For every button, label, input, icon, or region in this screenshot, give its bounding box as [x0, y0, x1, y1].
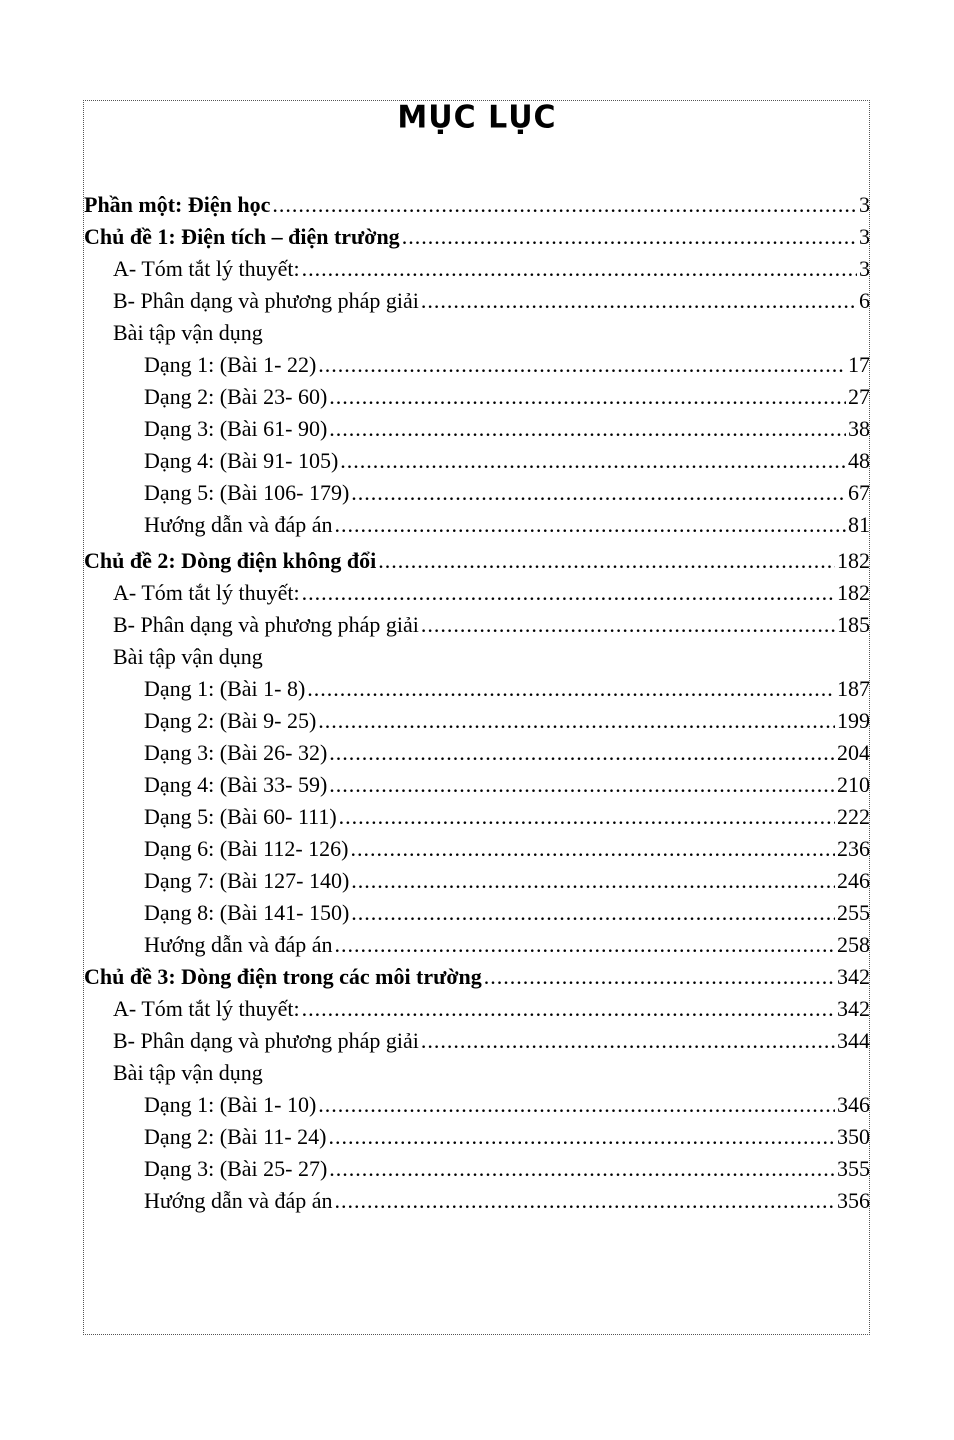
- toc-page-number: 182: [837, 548, 870, 573]
- toc-page-number: 355: [837, 1156, 870, 1181]
- toc-page-number: 204: [837, 740, 870, 765]
- dot-leader: [329, 381, 846, 413]
- toc-entry[interactable]: [84, 477, 870, 509]
- dot-leader: [318, 1089, 835, 1121]
- dot-leader: [318, 349, 846, 381]
- toc-page-number: 3: [859, 192, 870, 217]
- dot-leader: [421, 1025, 835, 1057]
- toc-entry[interactable]: [84, 413, 870, 445]
- dot-leader: [378, 545, 835, 577]
- toc-page-number: 81: [848, 512, 870, 537]
- dot-leader: [329, 1153, 835, 1185]
- toc-entry[interactable]: [84, 189, 870, 221]
- toc-entry[interactable]: [84, 737, 870, 769]
- toc-entry[interactable]: [84, 509, 870, 541]
- dot-leader: [335, 509, 846, 541]
- dot-leader: [329, 769, 835, 801]
- toc-page-number: 346: [837, 1092, 870, 1117]
- dot-leader: [318, 705, 835, 737]
- dot-leader: [329, 737, 835, 769]
- toc-page-number: 185: [837, 612, 870, 637]
- toc-entry-title: Hướng dẫn và đáp án: [144, 1188, 333, 1213]
- dot-leader: [421, 609, 835, 641]
- toc-entry-title: Dạng 3: (Bài 61- 90): [144, 416, 328, 441]
- toc-page-number: 3: [859, 256, 870, 281]
- toc-page-number: 222: [837, 804, 870, 829]
- dot-leader: [302, 253, 857, 285]
- toc-page-number: 344: [837, 1028, 870, 1053]
- toc-entry-title: A- Tóm tắt lý thuyết:: [113, 256, 300, 281]
- toc-page-number: 3: [859, 224, 870, 249]
- toc-entry[interactable]: [84, 317, 870, 349]
- dot-leader: [351, 897, 835, 929]
- dot-leader: [307, 673, 835, 705]
- toc-entry[interactable]: [84, 609, 870, 641]
- dot-leader: [335, 1185, 835, 1217]
- dot-leader: [402, 221, 857, 253]
- toc-page-number: 255: [837, 900, 870, 925]
- dot-leader: [484, 961, 835, 993]
- toc-page-number: 342: [837, 964, 870, 989]
- toc-entry-title: Dạng 4: (Bài 33- 59): [144, 772, 328, 797]
- toc-entry[interactable]: [84, 865, 870, 897]
- dot-leader: [340, 445, 846, 477]
- toc-entry[interactable]: [84, 897, 870, 929]
- toc-entry-title: Dạng 5: (Bài 60- 111): [144, 804, 337, 829]
- toc-entry-title: A- Tóm tắt lý thuyết:: [113, 996, 300, 1021]
- dot-leader: [302, 577, 835, 609]
- toc-entry[interactable]: [84, 545, 870, 577]
- toc-entry-title: Chủ đề 3: Dòng điện trong các môi trường: [84, 964, 482, 989]
- toc-page-number: 350: [837, 1124, 870, 1149]
- toc-entry[interactable]: [84, 673, 870, 705]
- toc-entry-title: B- Phân dạng và phương pháp giải: [113, 612, 419, 637]
- dot-leader: [328, 1121, 835, 1153]
- toc-entry[interactable]: [84, 221, 870, 253]
- toc-entry-title: Dạng 2: (Bài 23- 60): [144, 384, 328, 409]
- toc-entry[interactable]: [84, 801, 870, 833]
- toc-entry-title: B- Phân dạng và phương pháp giải: [113, 288, 419, 313]
- toc-page-number: 38: [848, 416, 870, 441]
- toc-entry[interactable]: [84, 285, 870, 317]
- toc-entry-title: A- Tóm tắt lý thuyết:: [113, 580, 300, 605]
- toc-entry-title: Dạng 5: (Bài 106- 179): [144, 480, 350, 505]
- toc-entry[interactable]: [84, 929, 870, 961]
- toc-entry[interactable]: [84, 445, 870, 477]
- toc-entry-title: Dạng 3: (Bài 25- 27): [144, 1156, 328, 1181]
- dot-leader: [351, 865, 835, 897]
- dot-leader: [272, 189, 857, 221]
- toc-entry[interactable]: [84, 705, 870, 737]
- toc-page-number: 182: [837, 580, 870, 605]
- toc-entry[interactable]: [84, 253, 870, 285]
- toc-entry-title: Chủ đề 2: Dòng điện không đổi: [84, 548, 377, 573]
- toc-page-number: 199: [837, 708, 870, 733]
- toc-entry[interactable]: [84, 1057, 870, 1089]
- dot-leader: [302, 993, 835, 1025]
- toc-entry-title: Bài tập vận dụng: [113, 644, 263, 669]
- toc-page-number: 210: [837, 772, 870, 797]
- dot-leader: [421, 285, 857, 317]
- toc-entry[interactable]: [84, 641, 870, 673]
- toc-entry-title: Hướng dẫn và đáp án: [144, 932, 333, 957]
- table-of-contents: [84, 189, 870, 1217]
- toc-entry[interactable]: [84, 381, 870, 413]
- dot-leader: [350, 833, 835, 865]
- toc-entry[interactable]: [84, 769, 870, 801]
- toc-entry-title: Dạng 1: (Bài 1- 10): [144, 1092, 317, 1117]
- toc-page-number: 246: [837, 868, 870, 893]
- toc-entry-title: Dạng 6: (Bài 112- 126): [144, 836, 349, 861]
- toc-entry-title: Dạng 1: (Bài 1- 22): [144, 352, 317, 377]
- toc-entry[interactable]: [84, 577, 870, 609]
- dot-leader: [339, 801, 835, 833]
- toc-entry-title: Dạng 4: (Bài 91- 105): [144, 448, 339, 473]
- toc-entry-title: Bài tập vận dụng: [113, 1060, 263, 1085]
- toc-entry-title: Dạng 1: (Bài 1- 8): [144, 676, 306, 701]
- toc-entry-title: B- Phân dạng và phương pháp giải: [113, 1028, 419, 1053]
- toc-entry[interactable]: [84, 1185, 870, 1217]
- dot-leader: [351, 477, 846, 509]
- toc-page-number: 27: [848, 384, 870, 409]
- toc-entry-title: Dạng 2: (Bài 11- 24): [144, 1124, 327, 1149]
- page-title: MỤC LỤC: [397, 99, 557, 136]
- dot-leader: [335, 929, 835, 961]
- toc-entry-title: Dạng 2: (Bài 9- 25): [144, 708, 317, 733]
- toc-entry-title: Dạng 3: (Bài 26- 32): [144, 740, 328, 765]
- toc-page-number: 67: [848, 480, 870, 505]
- toc-entry[interactable]: [84, 1089, 870, 1121]
- toc-page-number: 236: [837, 836, 870, 861]
- toc-entry[interactable]: [84, 961, 870, 993]
- toc-page-number: 17: [848, 352, 870, 377]
- toc-page-number: 48: [848, 448, 870, 473]
- toc-page-number: 342: [837, 996, 870, 1021]
- toc-page-number: 356: [837, 1188, 870, 1213]
- toc-entry[interactable]: [84, 349, 870, 381]
- toc-entry[interactable]: [84, 833, 870, 865]
- toc-entry-title: Phần một: Điện học: [84, 192, 271, 217]
- toc-entry-title: Dạng 8: (Bài 141- 150): [144, 900, 350, 925]
- toc-page-number: 258: [837, 932, 870, 957]
- toc-entry[interactable]: [84, 993, 870, 1025]
- dot-leader: [329, 413, 846, 445]
- toc-entry[interactable]: [84, 1153, 870, 1185]
- toc-entry-title: Dạng 7: (Bài 127- 140): [144, 868, 350, 893]
- toc-entry-title: Hướng dẫn và đáp án: [144, 512, 333, 537]
- toc-page-number: 187: [837, 676, 870, 701]
- toc-entry[interactable]: [84, 1025, 870, 1057]
- toc-page-number: 6: [859, 288, 870, 313]
- toc-entry-title: Chủ đề 1: Điện tích – điện trường: [84, 224, 400, 249]
- toc-entry-title: Bài tập vận dụng: [113, 320, 263, 345]
- toc-entry[interactable]: [84, 1121, 870, 1153]
